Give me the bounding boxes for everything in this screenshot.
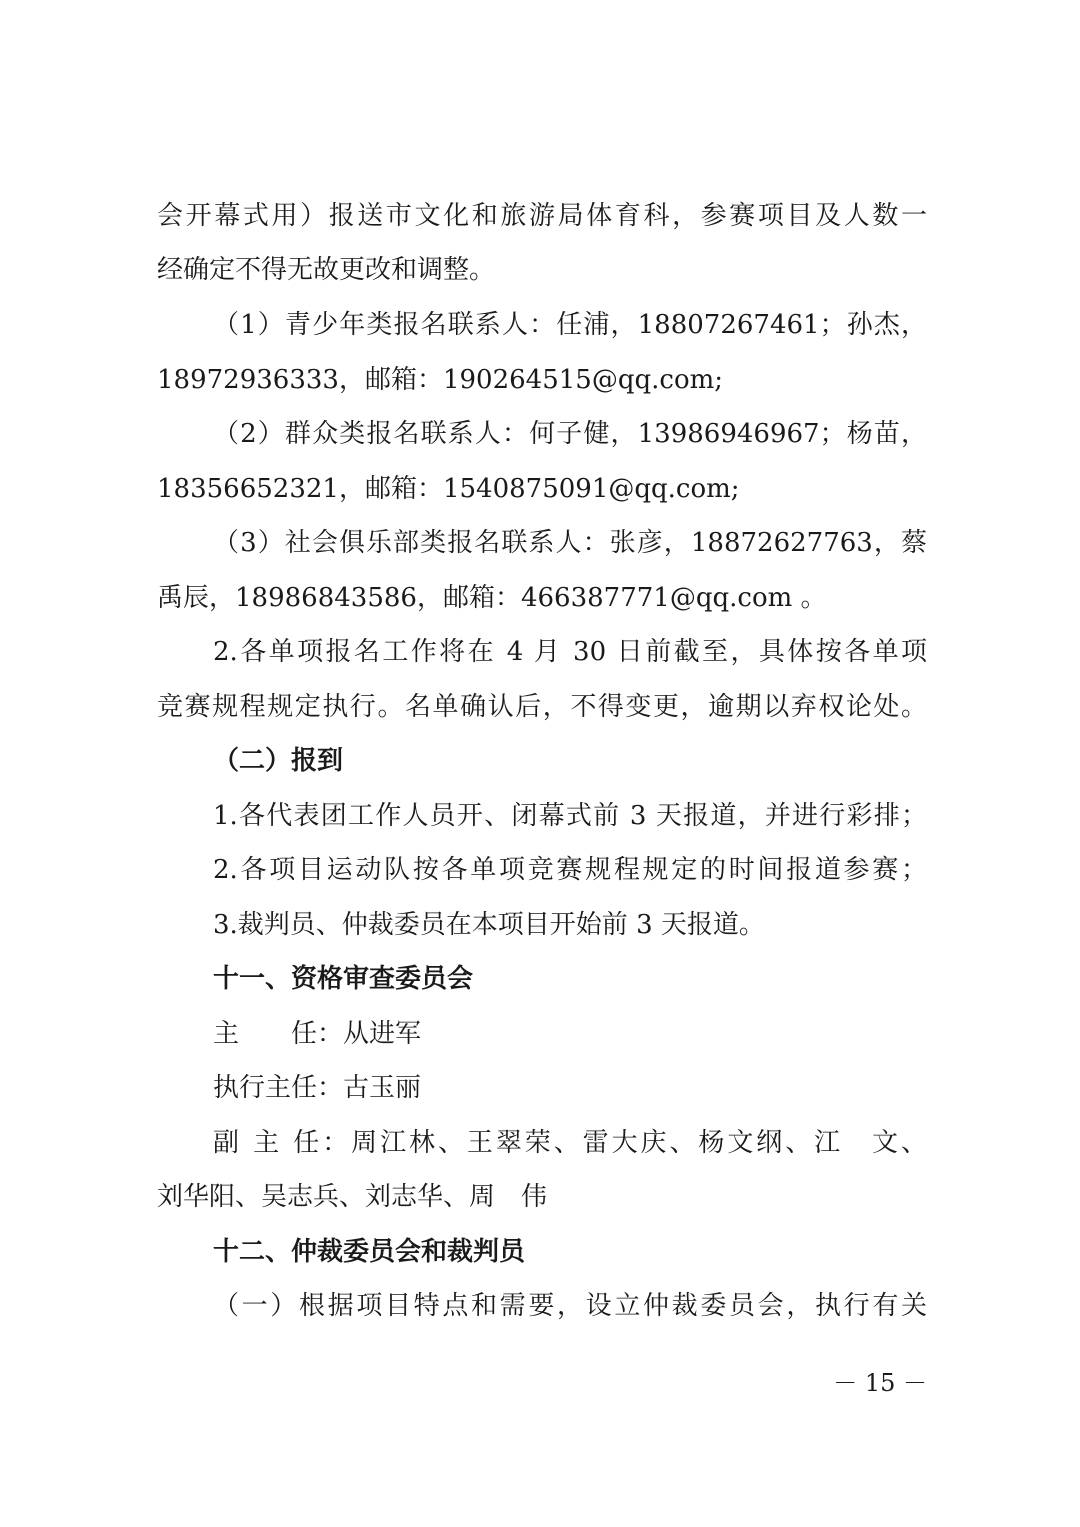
check-in-item-2: 2.各项目运动队按各单项竞赛规程规定的时间报道参赛； [213, 855, 927, 885]
section-eleven-heading: 十一、资格审查委员会 [213, 964, 474, 994]
registration-deadline-cont: 竞赛规程规定执行。名单确认后，不得变更，逾期以弃权论处。 [157, 692, 927, 722]
registration-deadline: 2.各单项报名工作将在 4 月 30 日前截至，具体按各单项 [213, 637, 927, 667]
check-in-item-3: 3.裁判员、仲裁委员在本项目开始前 3 天报道。 [213, 910, 765, 940]
text-line-2: 经确定不得无故更改和调整。 [157, 255, 496, 285]
contact-club-email: 禹辰，18986843586，邮箱：466387771@qq.com 。 [157, 583, 827, 613]
contact-youth-email: 18972936333，邮箱：190264515@qq.com; [157, 365, 724, 395]
contact-club: （3）社会俱乐部类报名联系人：张彦，18872627763，蔡 [213, 528, 927, 558]
contact-mass-email: 18356652321，邮箱：1540875091@qq.com; [157, 474, 740, 504]
deputy-director-line-cont: 刘华阳、吴志兵、刘志华、周 伟 [157, 1182, 548, 1212]
check-in-item-1: 1.各代表团工作人员开、闭幕式前 3 天报道，并进行彩排； [213, 801, 927, 831]
contact-youth: （1）青少年类报名联系人：任浦，18807267461；孙杰， [213, 310, 927, 340]
page-number: － 15 － [833, 1369, 927, 1397]
section-check-in-heading: （二）报到 [213, 746, 344, 776]
deputy-director-line: 副 主 任：周江林、王翠荣、雷大庆、杨文纲、江 文、 [213, 1128, 927, 1158]
executive-director-line: 执行主任：古玉丽 [213, 1073, 422, 1103]
contact-mass: （2）群众类报名联系人：何子健，13986946967；杨苗， [213, 419, 927, 449]
director-line: 主 任：从进军 [213, 1019, 422, 1049]
section-twelve-heading: 十二、仲裁委员会和裁判员 [213, 1237, 526, 1267]
arbitration-paragraph: （一）根据项目特点和需要，设立仲裁委员会，执行有关 [213, 1291, 927, 1321]
text-line-1: 会开幕式用）报送市文化和旅游局体育科，参赛项目及人数一 [157, 201, 927, 231]
